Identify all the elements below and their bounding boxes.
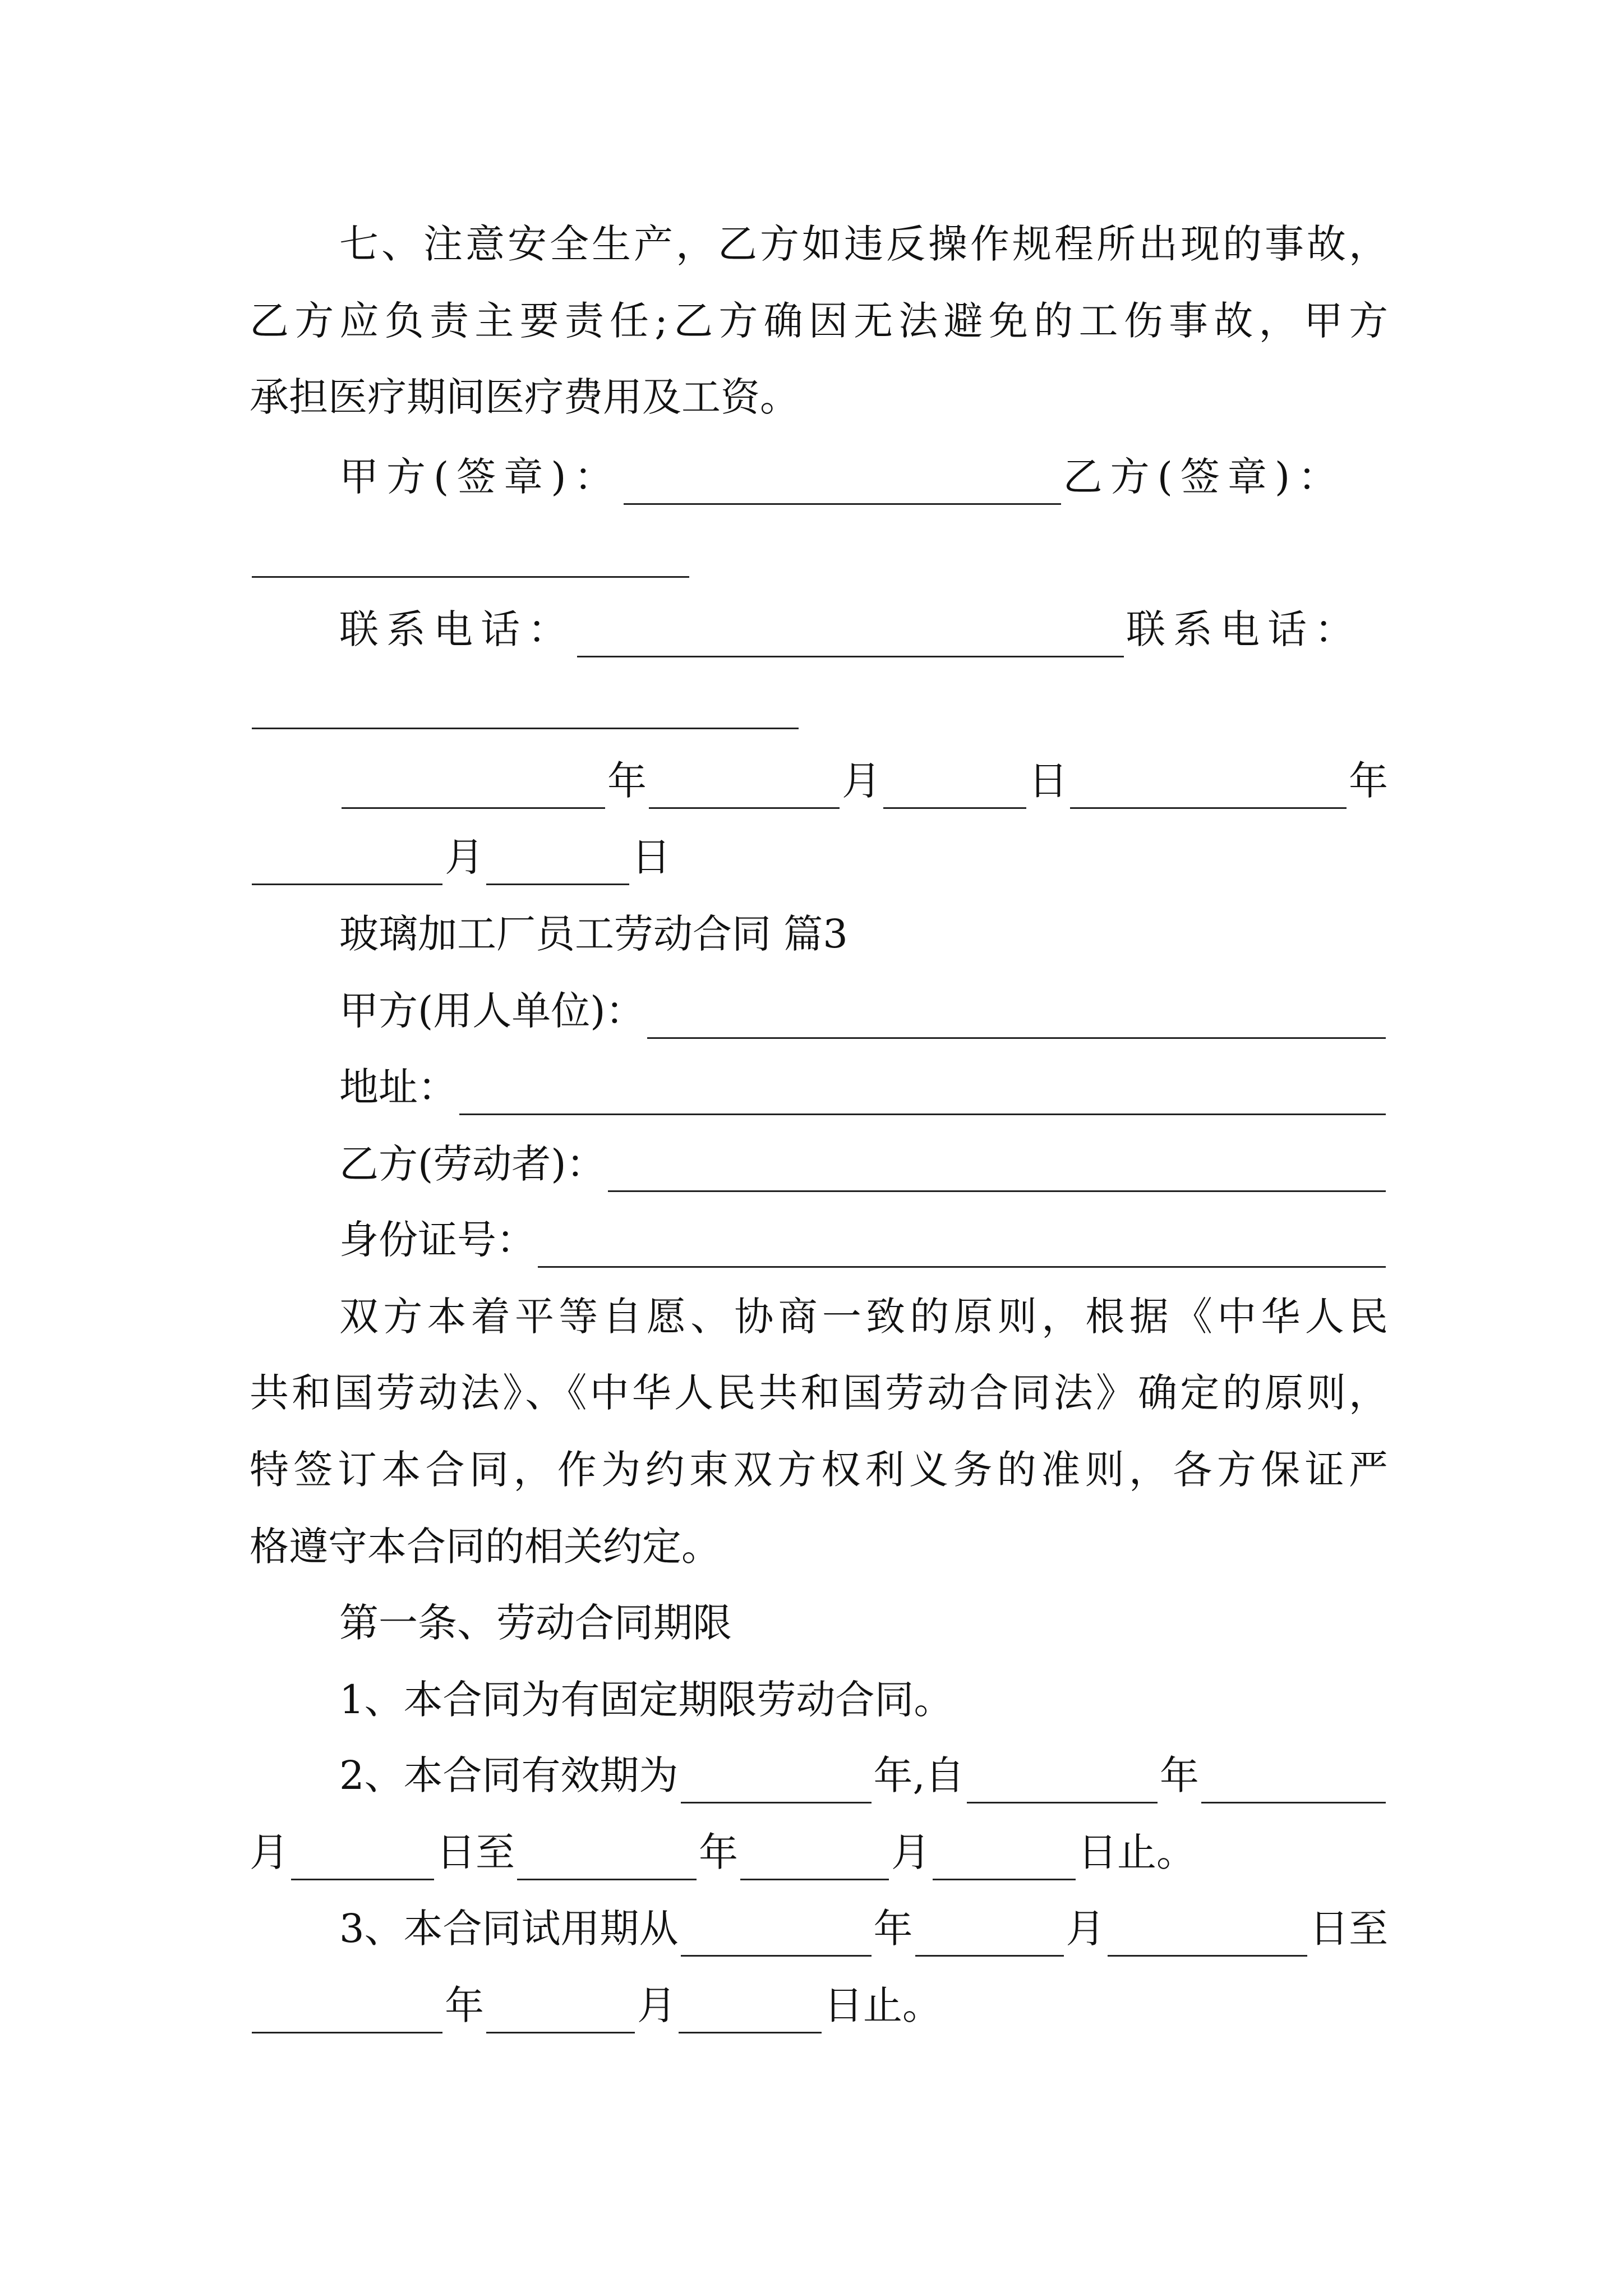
trial-end-day-field[interactable] (679, 1993, 822, 2033)
party-b-year-field[interactable] (1070, 768, 1347, 809)
party-a-signature-label: 甲方(签章)： (339, 454, 621, 500)
trial-start-month-field[interactable] (915, 1916, 1064, 1957)
start-year-field[interactable] (967, 1763, 1158, 1803)
employer-field[interactable] (647, 998, 1386, 1039)
party-a-year-field[interactable] (342, 768, 605, 809)
term-years-field[interactable] (681, 1763, 872, 1803)
intro-line2: 共和国劳动法》、《中华人民共和国劳动合同法》确定的原则， (250, 1370, 1388, 1416)
party-b-day-field[interactable] (486, 844, 629, 885)
section7-line2: 乙方应负责主要责任;乙方确因无法避免的工伤事故，甲方 (250, 298, 1388, 344)
start-month-field[interactable] (1201, 1763, 1386, 1803)
party-b-phone-row (250, 673, 1388, 729)
trial-start-year-field[interactable] (681, 1916, 872, 1957)
end-day-field[interactable] (933, 1839, 1076, 1880)
section7-line1: 七、注意安全生产，乙方如违反操作规程所出现的事故， (339, 221, 1388, 267)
signature-date-row-2 (250, 829, 1388, 885)
article1-heading: 第一条、劳动合同期限 (339, 1600, 732, 1646)
address-row (250, 1059, 1388, 1115)
party-a-signature-field[interactable] (624, 464, 1061, 505)
trial-end-year-field[interactable] (252, 1993, 442, 2033)
trial-end-month-field[interactable] (486, 1993, 635, 2033)
signature-date-row (250, 753, 1388, 809)
party-b-signature-label: 乙方(签章)： (1063, 454, 1345, 500)
day-label: 日 (1029, 758, 1068, 804)
party-a-month-field[interactable] (649, 768, 840, 809)
end-year-field[interactable] (517, 1839, 697, 1880)
month-label: 月 (445, 834, 484, 880)
address-label: 地址： (339, 1064, 457, 1110)
intro-line3: 特签订本合同，作为约束双方权利义务的准则，各方保证严 (250, 1447, 1388, 1493)
article1-item2-line1: 2、本合同有效期为 年,自 年 (250, 1747, 1388, 1803)
party-b-phone-field[interactable] (252, 688, 799, 729)
day-label: 日 (631, 834, 671, 880)
contract-title: 玻璃加工厂员工劳动合同 篇3 (339, 911, 848, 957)
employee-field[interactable] (608, 1151, 1386, 1192)
article1-item3-line1: 3、本合同试用期从 年 月 日至 (250, 1901, 1388, 1957)
section7-line3: 承担医疗期间医疗费用及工资。 (250, 374, 799, 420)
intro-line4: 格遵守本合同的相关约定。 (250, 1524, 721, 1570)
id-label: 身份证号： (339, 1217, 536, 1263)
party-b-month-field[interactable] (252, 844, 442, 885)
year-label: 年 (1349, 758, 1388, 804)
address-field[interactable] (459, 1074, 1386, 1115)
party-b-signature-field[interactable] (252, 537, 689, 578)
employee-row (250, 1136, 1388, 1192)
year-label: 年 (607, 758, 647, 804)
employee-label: 乙方(劳动者)： (339, 1141, 606, 1187)
article1-item3-line2: 年 月 日止。 (250, 1977, 1388, 2033)
party-a-day-field[interactable] (883, 768, 1026, 809)
party-b-signature-row (250, 522, 1388, 578)
party-a-phone-label: 联系电话： (339, 606, 575, 652)
id-row (250, 1212, 1388, 1268)
article1-item2-line2: 月 日至 年 月 日止。 (250, 1824, 1388, 1880)
intro-line1: 双方本着平等自愿、协商一致的原则，根据《中华人民 (339, 1294, 1388, 1340)
end-month-field[interactable] (740, 1839, 889, 1880)
employer-label: 甲方(用人单位)： (339, 988, 645, 1034)
trial-start-day-field[interactable] (1108, 1916, 1307, 1957)
article1-item1: 1、本合同为有固定期限劳动合同。 (339, 1677, 953, 1723)
party-b-phone-label: 联系电话： (1126, 606, 1362, 652)
month-label: 月 (842, 758, 881, 804)
party-a-phone-field[interactable] (577, 616, 1124, 657)
signature-row (250, 449, 1388, 505)
id-field[interactable] (538, 1227, 1386, 1268)
phone-row (250, 601, 1388, 657)
start-day-field[interactable] (291, 1839, 434, 1880)
employer-row (250, 983, 1388, 1039)
